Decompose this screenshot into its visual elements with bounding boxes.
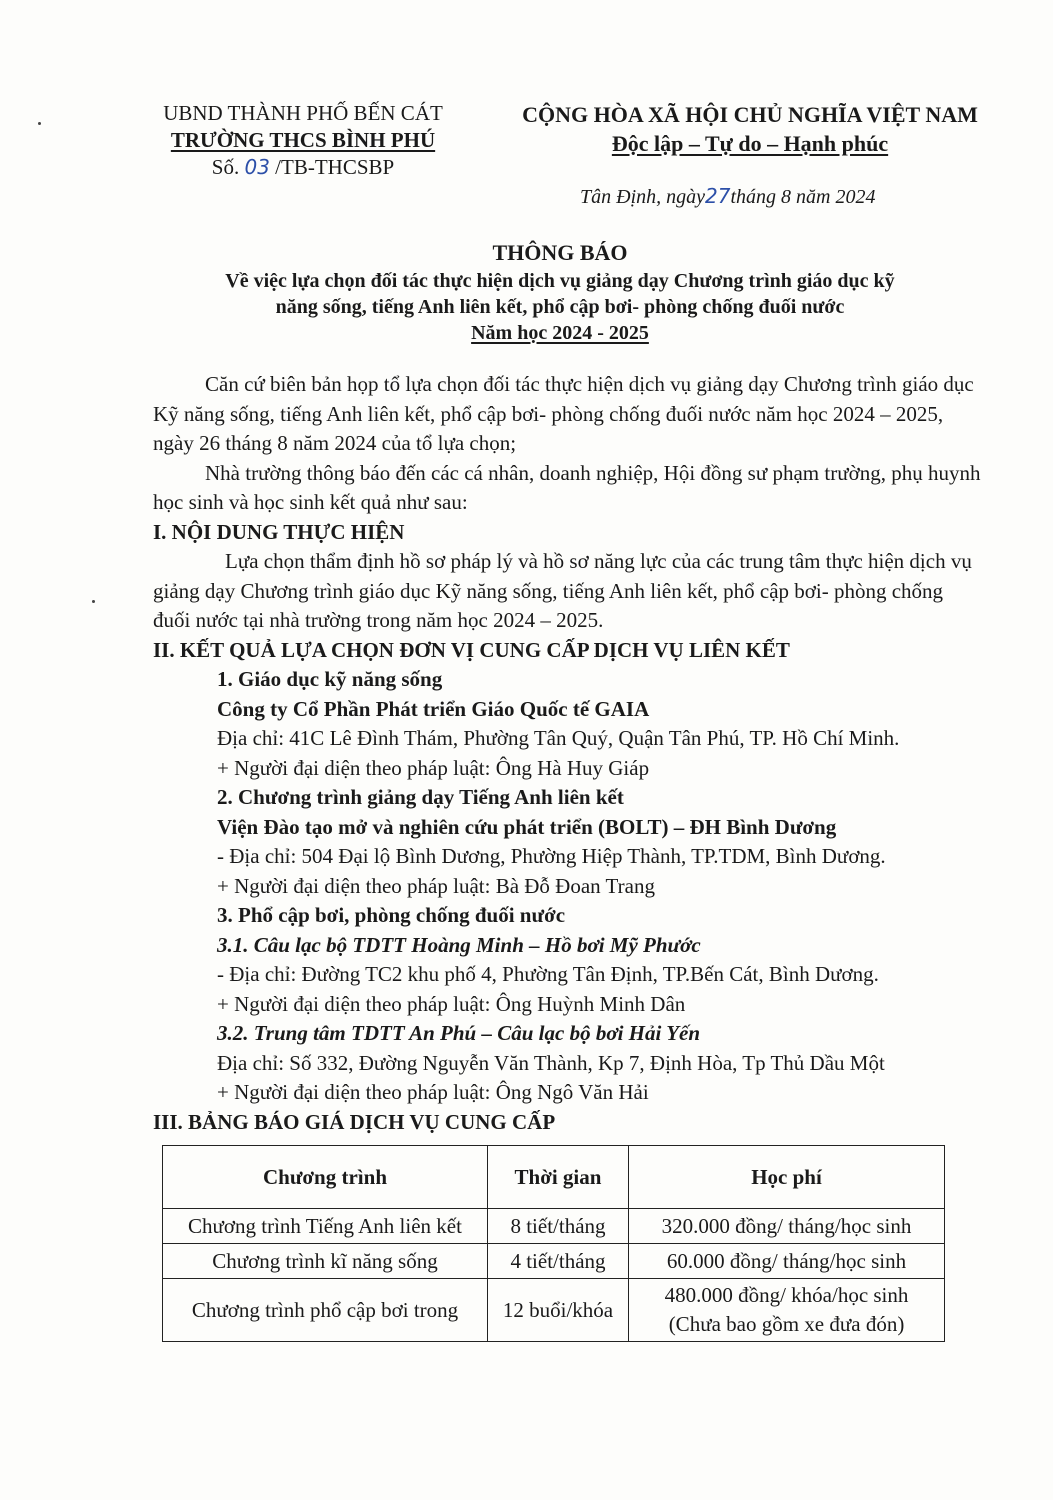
notice-title-block <box>160 238 960 346</box>
section-3-heading: III. BẢNG BÁO GIÁ DỊCH VỤ CUNG CẤP <box>153 1109 556 1134</box>
section-2-1-title: 1. Giáo dục kỹ năng sống <box>217 667 443 691</box>
section-2-heading: II. KẾT QUẢ LỰA CHỌN ĐƠN VỊ CUNG CẤP DỊCH VỤ LIÊN KẾT <box>153 637 790 662</box>
table-row <box>163 1209 945 1244</box>
section-1-heading: I. NỘI DUNG THỰC HIỆN <box>153 519 405 544</box>
section-2-3-2-org: 3.2. Trung tâm TDTT An Phú – Câu lạc bộ bơi Hải Yến <box>217 1021 701 1045</box>
cell-fee-line2: (Chưa bao gồm xe đưa đón) <box>668 1312 905 1336</box>
cell-program: Chương trình kĩ năng sống <box>163 1244 488 1279</box>
notice-subject-line1: Về việc lựa chọn đối tác thực hiện dịch vụ giảng dạy Chương trình giáo dục kỹ <box>225 270 895 292</box>
section-2-3-2-address: Địa chỉ: Số 332, Đường Nguyễn Văn Thành, Kp 7, Định Hòa, Tp Thủ Dầu Một <box>217 1050 885 1075</box>
issuer-block <box>118 100 488 181</box>
cell-duration: 8 tiết/tháng <box>488 1209 629 1244</box>
section-2-1-org: Công ty Cổ Phần Phát triển Giáo Quốc tế GAIA <box>217 696 650 721</box>
cell-duration: 4 tiết/tháng <box>488 1244 629 1279</box>
section-2-2-title: 2. Chương trình giảng dạy Tiếng Anh liên kết <box>217 785 624 809</box>
section-2-2-org: Viện Đào tạo mở và nghiên cứu phát triển (BOLT) – ĐH Bình Dương <box>217 814 837 839</box>
issue-date: Tân Định, ngày27tháng 8 năm 2024 <box>580 184 876 208</box>
scan-speck <box>92 600 95 603</box>
notice-title: THÔNG BÁO <box>492 240 628 265</box>
cell-fee-line1: 480.000 đồng/ khóa/học sinh <box>664 1283 909 1307</box>
scan-speck <box>38 122 41 125</box>
section-2-3-1-representative: + Người đại diện theo pháp luật: Ông Huỳnh Minh Dân <box>217 991 686 1016</box>
national-title: CỘNG HÒA XÃ HỘI CHỦ NGHĨA VIỆT NAM <box>522 102 978 127</box>
cell-fee: 60.000 đồng/ tháng/học sinh <box>629 1244 945 1279</box>
section-2-3-1-address: - Địa chỉ: Đường TC2 khu phố 4, Phường Tân Định, TP.Bến Cát, Bình Dương. <box>217 962 879 986</box>
section-2-2-address: - Địa chỉ: 504 Đại lộ Bình Dương, Phường Hiệp Thành, TP.TDM, Bình Dương. <box>217 844 886 868</box>
notice-body <box>153 370 983 1137</box>
section-2-2-representative: + Người đại diện theo pháp luật: Bà Đỗ Đoan Trang <box>217 873 655 898</box>
section-2-1-representative: + Người đại diện theo pháp luật: Ông Hà Huy Giáp <box>217 755 650 780</box>
section-2-3-title: 3. Phổ cập bơi, phòng chống đuối nước <box>217 903 566 927</box>
column-header-fee: Học phí <box>629 1146 945 1209</box>
cell-program: Chương trình Tiếng Anh liên kết <box>163 1209 488 1244</box>
section-1-text: Lựa chọn thẩm định hồ sơ pháp lý và hồ sơ năng lực của các trung tâm thực hiện dịch vụ giảng dạy Chương trình giáo dục Kỹ năng sống, tiếng Anh liên kết, phổ cập bơi- phòng chống đuối nước tại nhà trường trong năm học 2024 – 2025. <box>153 549 972 632</box>
national-motto: Độc lập – Tự do – Hạnh phúc <box>611 131 889 156</box>
notice-subject-line2: năng sống, tiếng Anh liên kết, phổ cập bơi- phòng chống đuối nước <box>275 296 845 318</box>
table-row <box>163 1244 945 1279</box>
cell-fee: 320.000 đồng/ tháng/học sinh <box>629 1209 945 1244</box>
table-row <box>163 1279 945 1342</box>
section-2-3-1-org: 3.1. Câu lạc bộ TDTT Hoàng Minh – Hồ bơi Mỹ Phước <box>217 932 701 957</box>
intro-paragraph-1: Căn cứ biên bản họp tổ lựa chọn đối tác thực hiện dịch vụ giảng dạy Chương trình giáo dục Kỹ năng sống, tiếng Anh liên kết, phổ cập bơi- phòng chống đuối nước năm học 2024 – 2025, ngày 26 tháng 8 năm 2024 của tổ lựa chọn; <box>153 372 974 455</box>
cell-fee <box>629 1279 945 1342</box>
section-2-3-2-representative: + Người đại diện theo pháp luật: Ông Ngô Văn Hải <box>217 1080 649 1104</box>
cell-duration: 12 buổi/khóa <box>488 1279 629 1342</box>
section-2-1-address: Địa chỉ: 41C Lê Đình Thám, Phường Tân Quý, Quận Tân Phú, TP. Hồ Chí Minh. <box>217 726 900 750</box>
document-number: Số. 03 /TB-THCSBP <box>211 155 395 179</box>
issuer-authority: UBND THÀNH PHỐ BẾN CÁT <box>163 101 443 125</box>
handwritten-day: 27 <box>705 184 731 208</box>
handwritten-number: 03 <box>244 155 270 179</box>
issuer-school: TRƯỜNG THCS BÌNH PHÚ <box>170 128 436 152</box>
price-table-header-row <box>163 1146 945 1209</box>
price-table <box>162 1145 945 1342</box>
column-header-duration: Thời gian <box>488 1146 629 1209</box>
column-header-program: Chương trình <box>163 1146 488 1209</box>
cell-program: Chương trình phổ cập bơi trong <box>163 1279 488 1342</box>
national-header <box>500 100 1000 158</box>
intro-paragraph-2: Nhà trường thông báo đến các cá nhân, doanh nghiệp, Hội đồng sư phạm trường, phụ huynh học sinh và học sinh kết quả như sau: <box>153 460 981 514</box>
notice-school-year: Năm học 2024 - 2025 <box>471 322 649 344</box>
